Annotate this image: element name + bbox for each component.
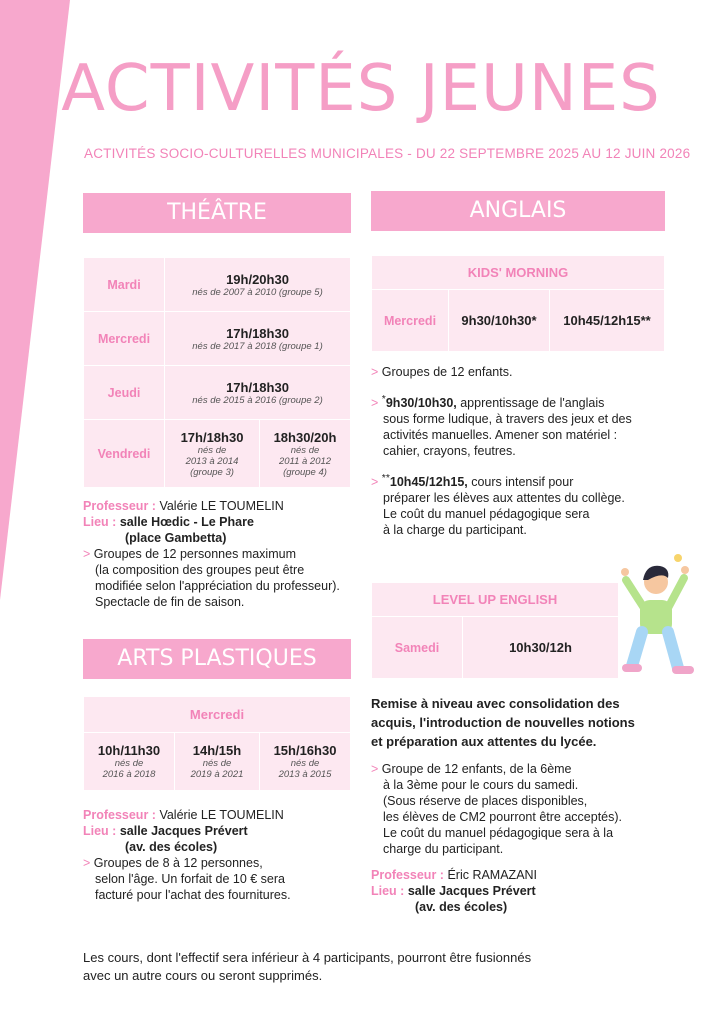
time-cell: 19h/20h30 nés de 2007 à 2010 (groupe 5) <box>165 258 351 312</box>
table-row <box>84 420 351 488</box>
day-cell: Mercredi <box>84 697 351 733</box>
time-cell: 10h/11h30 nés de 2016 à 2018 <box>84 733 175 791</box>
day-cell: Mardi <box>84 258 165 312</box>
dancing-child-illustration <box>618 550 698 680</box>
page-subtitle: ACTIVITÉS SOCIO-CULTURELLES MUNICIPALES - DU 22 SEPTEMBRE 2025 AU 12 JUIN 2026 <box>84 146 691 161</box>
day-cell: Samedi <box>372 617 463 679</box>
arts-schedule-table <box>83 696 351 791</box>
table-row <box>372 290 665 352</box>
table-row <box>84 697 351 733</box>
table-row <box>84 258 351 312</box>
theatre-heading: THÉÂTRE <box>83 193 351 233</box>
time-cell: 14h/15h nés de 2019 à 2021 <box>175 733 260 791</box>
arts-heading: ARTS PLASTIQUES <box>83 639 351 679</box>
anglais-heading: ANGLAIS <box>371 191 665 231</box>
theatre-info: Professeur : Valérie LE TOUMELIN Lieu : salle Hœdic - Le Phare (place Gambetta) > Groupes de 12 personnes maximum (la composition des groupes peut être modifiée selon l'appréciation du professeur). Spectacle de fin de saison. <box>83 499 340 609</box>
time-cell: 17h/18h30 nés de 2017 à 2018 (groupe 1) <box>165 312 351 366</box>
table-row <box>84 366 351 420</box>
day-cell: Mercredi <box>84 312 165 366</box>
time-cell: 17h/18h30 nés de 2013 à 2014 (groupe 3) <box>165 420 260 488</box>
page-title: ACTIVITÉS JEUNES <box>61 52 661 126</box>
time-cell: 10h45/12h15** <box>550 290 665 352</box>
table-row <box>84 312 351 366</box>
table-row <box>372 256 665 290</box>
time-cell: 10h30/12h <box>463 617 619 679</box>
table-row <box>372 617 619 679</box>
level-up-info: Remise à niveau avec consolidation des acquis, l'introduction de nouvelles notions et préparation aux attentes du lycée. > Groupe de 12 enfants, de la 6ème à la 3ème pour le cours du samedi. (Sous réserve de places disponibles, les élèves de CM2 pourront être acceptés). Le coût du manuel pédagogique sera à la charge du participant. Professeur : Éric RAMAZANI Lieu : salle Jacques Prévert (av. des écoles) <box>371 696 635 914</box>
level-up-table <box>371 582 619 679</box>
kids-morning-info: > Groupes de 12 enfants. > *9h30/10h30, apprentissage de l'anglais sous forme ludique, à travers des jeux et des activités manuelles. Amener son matériel : cahier, crayons, feutres. > **10h45/12h15, cours intensif pour préparer les élèves aux attentes du collège. Le coût du manuel pédagogique sera à la charge du participant. <box>371 365 632 538</box>
time-cell: 18h30/20h nés de 2011 à 2012 (groupe 4) <box>260 420 351 488</box>
time-cell: 9h30/10h30* <box>449 290 550 352</box>
footer-note: Les cours, dont l'effectif sera inférieur à 4 participants, pourront être fusionnés avec un autre cours ou seront supprimés. <box>83 950 532 983</box>
time-cell: 15h/16h30 nés de 2013 à 2015 <box>260 733 351 791</box>
level-up-header: LEVEL UP ENGLISH <box>372 583 619 617</box>
day-cell: Mercredi <box>372 290 449 352</box>
day-cell: Jeudi <box>84 366 165 420</box>
kids-morning-table <box>371 255 665 352</box>
kids-morning-header: KIDS' MORNING <box>372 256 665 290</box>
arts-info: Professeur : Valérie LE TOUMELIN Lieu : salle Jacques Prévert (av. des écoles) > Groupes de 8 à 12 personnes, selon l'âge. Un forfait de 10 € sera facturé pour l'achat des fournitures. <box>83 808 291 902</box>
time-cell: 17h/18h30 nés de 2015 à 2016 (groupe 2) <box>165 366 351 420</box>
day-cell: Vendredi <box>84 420 165 488</box>
table-row <box>372 583 619 617</box>
table-row <box>84 733 351 791</box>
theatre-schedule-table <box>83 257 351 488</box>
